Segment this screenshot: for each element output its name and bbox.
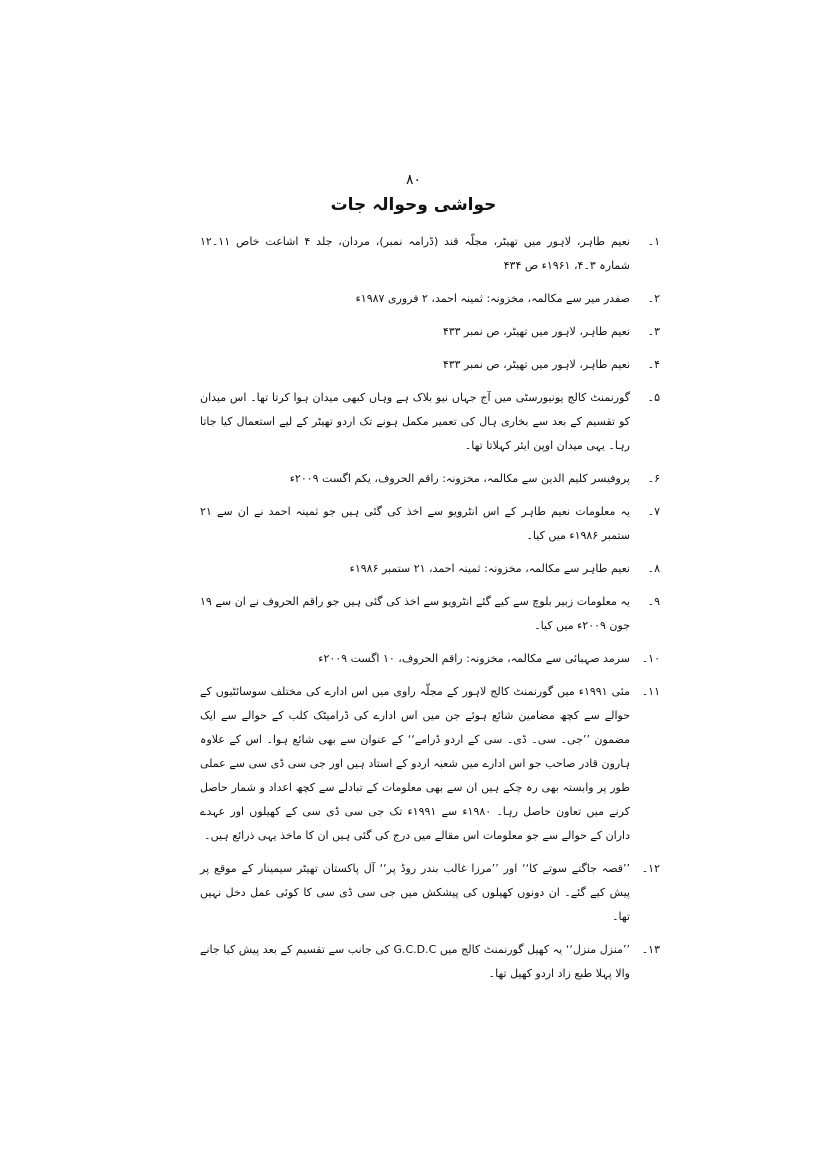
note-text: یہ معلومات زبیر بلوچ سے کیے گئے انٹرویو سے اخذ کی گئی ہیں جو راقم الحروف نے ان سے ۱۹ جون ۲۰۰۹ء میں کیا۔	[200, 595, 630, 632]
note-item	[200, 353, 660, 377]
note-item	[200, 938, 660, 986]
note-text: ’’قصہ جاگتے سوتے کا‘‘ اور ’’مرزا غالب بندر روڈ پر‘‘ آل پاکستان تھیٹر سیمینار کے موقع پر پیش کیے گئے۔ ان دونوں کھیلوں کی پیشکش میں جی سی ڈی سی کا کوئی عمل دخل نہیں تھا۔	[200, 862, 630, 923]
section-heading: حواشی وحوالہ جات	[330, 195, 497, 215]
note-text: گورنمنٹ کالج یونیورسٹی میں آج جہاں نیو بلاک ہے وہاں کبھی میدان ہوا کرتا تھا۔ اس میدان کو تقسیم کے بعد سے بخاری ہال کی تعمیر مکمل ہونے تک اردو تھیٹر کے لیے استعمال کیا جاتا رہا۔ یہی میدان اوپن ایئر کہلاتا تھا۔	[200, 391, 630, 452]
note-item	[200, 590, 660, 638]
note-number: ۲۔	[647, 292, 660, 305]
note-text: نعیم طاہر، لاہور میں تھیٹر، ص نمبر ۴۳۳	[442, 325, 630, 338]
page-number: ۸۰	[405, 172, 422, 188]
note-number: ۱۱۔	[641, 685, 660, 698]
note-item	[200, 557, 660, 581]
note-number: ۱۔	[647, 235, 660, 248]
note-item	[200, 467, 660, 491]
note-item	[200, 287, 660, 311]
note-number: ۸۔	[647, 562, 660, 575]
note-text: سرمد صہبائی سے مکالمہ، مخزونہ: راقم الحروف، ۱۰ اگست ۲۰۰۹ء	[318, 652, 630, 665]
note-item	[200, 500, 660, 548]
note-item	[200, 386, 660, 458]
note-text: صفدر میر سے مکالمہ، مخزونہ: ثمینہ احمد، ۲ فروری ۱۹۸۷ء	[355, 292, 630, 305]
note-number: ۶۔	[647, 472, 660, 485]
note-text: ’’منزل منزل‘‘ یہ کھیل گورنمنٹ کالج میں G.C.D.C کی جانب سے تقسیم کے بعد پیش کیا جانے والا پہلا طبع زاد اردو کھیل تھا۔	[200, 943, 630, 980]
note-item	[200, 320, 660, 344]
note-number: ۴۔	[647, 358, 660, 371]
note-text: مئی ۱۹۹۱ء میں گورنمنٹ کالج لاہور کے مجلّہ راوی میں اس ادارے کی مختلف سوسائٹیوں کے حوالے سے کچھ مضامین شائع ہوئے جن میں اس ادارے کی ڈرامیٹک کلب کے حوالے سے ایک مضمون ’’جی۔ سی۔ ڈی۔ سی کے اردو ڈرامے‘‘ کے عنوان سے بھی شائع ہوا۔ اس کے علاوہ ہارون قادر صاحب جو اس ادارے میں شعبہ اردو کے استاد ہیں اور جی سی ڈی سی سے عملی طور پر وابستہ بھی رہ چکے ہیں ان سے بھی معلومات کے تبادلے سے کچھ اعداد و شمار حاصل کرنے میں تعاون حاصل رہا۔ ۱۹۸۰ء سے ۱۹۹۱ء تک جی سی ڈی سی کے کھیلوں اور عہدے داران کے حوالے سے جو معلومات اس مقالے میں درج کی گئی ہیں ان کا ماخذ یہی ذرائع ہیں۔	[200, 685, 630, 842]
note-item	[200, 647, 660, 671]
note-text: یہ معلومات نعیم طاہر کے اس انٹرویو سے اخذ کی گئی ہیں جو ثمینہ احمد نے ان سے ۲۱ ستمبر ۱۹۸۶ء میں کیا۔	[200, 505, 630, 542]
notes-list	[200, 230, 660, 995]
note-number: ۱۳۔	[641, 943, 660, 956]
note-number: ۱۲۔	[641, 862, 660, 875]
note-number: ۳۔	[647, 325, 660, 338]
note-text: نعیم طاہر، لاہور میں تھیٹر، ص نمبر ۴۳۳	[442, 358, 630, 371]
note-text: نعیم طاہر، لاہور میں تھیٹر، مجلّہ قند (ڈرامہ نمبر)، مردان، جلد ۴ اشاعت خاص ۱۱۔۱۲ شمارہ ۳۔۴، ۱۹۶۱ء ص ۴۳۴	[200, 235, 630, 272]
note-text: نعیم طاہر سے مکالمہ، مخزونہ: ثمینہ احمد، ۲۱ ستمبر ۱۹۸۶ء	[349, 562, 630, 575]
note-item	[200, 230, 660, 278]
note-item	[200, 857, 660, 929]
note-number: ۹۔	[647, 595, 660, 608]
note-number: ۷۔	[647, 505, 660, 518]
note-number: ۱۰۔	[641, 652, 660, 665]
note-number: ۵۔	[647, 391, 660, 404]
note-text: پروفیسر کلیم الدین سے مکالمہ، مخزونہ: راقم الحروف، یکم اگست ۲۰۰۹ء	[289, 472, 630, 485]
note-item	[200, 680, 660, 848]
